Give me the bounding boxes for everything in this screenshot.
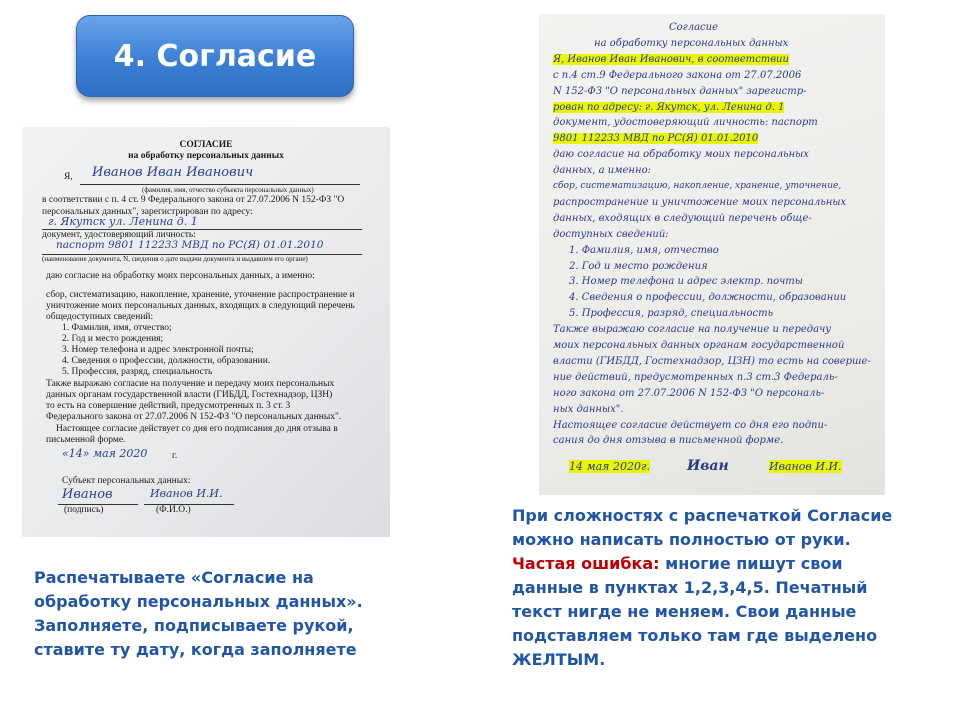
handwritten-date: 14 мая 2020г. [569,460,651,473]
form-subheader: на обработку персональных данных [128,151,284,161]
signature-caption: (подпись) [64,505,104,515]
right-caption-line: данные в пунктах 1,2,3,4,5. Печатный [512,578,868,597]
also-line-1: Также выражаю согласие на получение и передачу моих персональных [46,379,335,389]
form-header: СОГЛАСИЕ [179,140,233,150]
left-caption-line: Заполняете, подписываете рукой, [34,616,354,635]
signature-handwritten: Иванов [62,487,113,502]
valid-line-2: письменной форме. [46,435,126,445]
name-line [80,184,360,185]
valid-line-1: Настоящее согласие действует со дня его подписания до дня отзыва в [56,424,338,434]
address-handwritten: г. Якутск ул. Ленина д. 1 [48,215,198,228]
error-label: Частая ошибка: [512,554,660,573]
handwritten-line: на обработку персональных данных [594,37,789,49]
handwritten-line: 4. Сведения о профессии, должности, образовании [569,292,847,304]
list-item: 5. Профессия, разряд, специальность [62,367,213,377]
right-caption-error-line [512,552,942,576]
handwritten-line: 1. Фамилия, имя, отчество [569,244,719,256]
list-item: 2. Год и место рождения; [62,334,164,344]
handwritten-line: моих персональных данных органам государственной [553,340,845,351]
consent-line: даю согласие на обработку моих персональных данных, а именно: [46,271,315,281]
list-item: 4. Сведения о профессии, должности, образовании. [62,356,271,366]
form-ya: Я, [64,172,73,182]
process-line-1: сбор, систематизацию, накопление, хранение, уточнение распространение и [46,290,355,300]
section-title: 4. Согласие [113,38,317,74]
handwritten-line: власти (ГИБДД, Гостехнадзор, ЦЗН) то есть на соверше- [553,355,871,367]
left-caption-line: обработку персональных данных». [34,592,363,611]
handwritten-line: 3. Номер телефона и адрес электр. почты [569,276,803,288]
handwritten-line: ние действий, предусмотренных п.3 ст.3 Федераль- [553,371,838,383]
handwritten-line: Также выражаю согласие на получение и передачу [553,324,832,336]
handwritten-line: Настоящее согласие действует со дня его подпи- [553,419,828,431]
right-caption-line: подставляем только там где выделено [512,626,878,645]
handwritten-line: сания до дня отзыва в письменной форме. [553,435,784,447]
handwritten-line: ного закона от 27.07.2006 N 152-ФЗ "О персональ- [553,387,825,399]
right-caption-line: При сложностях с распечаткой Согласие [512,506,893,525]
subject-label: Субъект персональных данных: [62,476,191,486]
handwritten-line: данных, входящих в следующий перечень обще- [553,212,812,224]
law-line-1: в соответствии с п. 4 ст. 9 Федерального закона от 27.07.2006 N 152-ФЗ "О [42,195,345,205]
handwritten-line: сбор, систематизацию, накопление, хранение, уточнение, [553,181,842,191]
right-caption-line: текст нигде не меняем. Свои данные [512,602,857,621]
handwritten-line: даю согласие на обработку моих персональных [553,149,809,161]
right-caption-line: можно написать полностью от руки. [512,530,851,549]
left-caption [34,566,434,662]
doc-handwritten: паспорт 9801 112233 МВД по РС(Я) 01.01.2010 [56,239,324,251]
date-handwritten: «14» мая 2020 [62,447,148,460]
handwritten-line: 2. Год и место рождения [569,260,708,272]
handwritten-line: Я, Иванов Иван Иванович, в соответствии [553,53,789,65]
name-handwritten: Иванов Иван Иванович [92,165,254,180]
handwritten-line: данных, а именно: [553,165,651,177]
also-line-2: данных органам государственной власти (ГИБДД, Гостехнадзор, ЦЗН) [46,390,333,400]
doc-caption: (наименование документа, N, сведения о дате выдачи документа и выдавшем его органе) [42,255,308,263]
doc-label: документ, удостоверяющий личность: [42,230,196,240]
fio-caption: (Ф.И.О.) [156,505,191,515]
handwritten-line: 9801 112233 МВД по РС(Я) 01.01.2010 [553,133,759,145]
right-caption [512,504,942,672]
handwritten-signature: Иван [687,458,729,474]
error-text: многие пишут свои [659,554,843,573]
section-title-button [76,15,354,97]
list-item: 3. Номер телефона и адрес электронной почты; [62,345,254,355]
handwritten-fio: Иванов И.И. [769,460,842,473]
process-line-3: общедоступных сведений: [46,312,154,322]
handwritten-line: доступных сведений: [553,228,669,240]
handwritten-line: рован по адресу: г. Якутск, ул. Ленина д. 1 [553,101,785,113]
also-line-4: Федерального закона от 27.07.2006 N 152-ФЗ "О персональных данных". [46,412,342,422]
date-suffix: г. [172,451,178,461]
right-caption-line: ЖЕЛТЫМ. [512,650,606,669]
handwritten-line: с п.4 ст.9 Федерального закона от 27.07.2006 [553,69,802,81]
printed-consent-form-photo [22,127,390,537]
process-line-2: уничтожение моих персональных данных, входящих в следующий перечень [46,301,355,311]
handwritten-line: 5. Профессия, разряд, специальность [569,308,774,320]
handwritten-consent-photo [539,14,885,495]
handwritten-line: распространение и уничтожение моих персональных [553,196,847,208]
name-caption: (фамилия, имя, отчество субъекта персональных данных) [142,186,314,194]
left-caption-line: Распечатываете «Согласие на [34,568,314,587]
handwritten-line: ных данных". [553,403,624,415]
handwritten-line: Согласие [669,22,719,33]
handwritten-line: N 152-ФЗ "О персональных данных" зарегистр- [553,85,807,97]
handwritten-line: документ, удостоверяющий личность: паспорт [553,117,818,129]
list-item: 1. Фамилия, имя, отчество; [62,323,172,333]
law-line-2: персональных данных", зарегистрирован по адресу: [42,207,253,217]
fio-handwritten: Иванов И.И. [150,487,223,500]
left-caption-line: ставите ту дату, когда заполняете [34,640,357,659]
also-line-3: то есть на совершение действий, предусмотренных п. 3 ст. 3 [46,401,291,411]
